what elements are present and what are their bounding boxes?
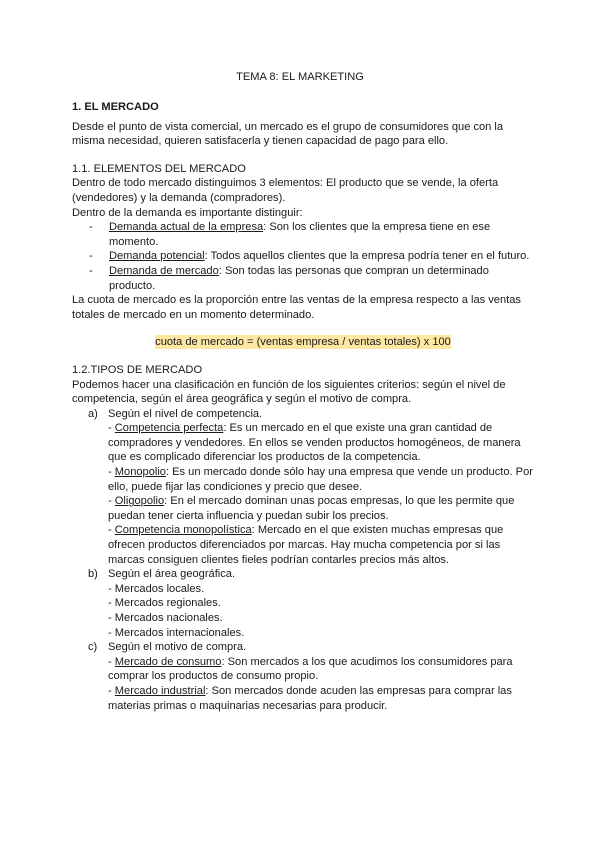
list-item: - Mercados locales. xyxy=(108,582,205,595)
sub-prefix: - xyxy=(108,655,115,668)
tipos-intro-paragraph: Podemos hacer una clasificación en función de los siguientes criterios: según el nivel de competencia, según el área geográfica y según el motivo de compra. xyxy=(72,378,506,406)
list-item-label: Según el área geográfica. xyxy=(108,568,236,581)
list-item xyxy=(108,494,534,523)
section-heading-el-mercado: 1. EL MERCADO xyxy=(72,101,159,113)
list-item-term: Demanda actual de la empresa xyxy=(109,221,264,234)
sub-desc: : Es un mercado en el que existe una gran cantidad de compradores y vendedores. En ellos se venden productos homogéneos, de manera que es complicado diferenciar los productos de la competencia. xyxy=(108,422,521,464)
demanda-list xyxy=(72,220,534,293)
sub-term: Oligopolio xyxy=(114,495,165,508)
list-item xyxy=(108,465,534,494)
sub-desc: : Es un mercado donde sólo hay una empresa que vende un producto. Por ello, puede fijar las condiciones y precio que desee. xyxy=(108,466,533,493)
sub-term: Competencia perfecta xyxy=(114,422,224,435)
sub-prefix: - xyxy=(108,422,115,435)
cuota-paragraph: La cuota de mercado es la proporción entre las ventas de la empresa respecto a las ventas totales de mercado en un momento determinado. xyxy=(72,294,521,321)
list-item xyxy=(72,220,534,249)
sub-term: Mercado industrial xyxy=(114,684,206,697)
list-item xyxy=(108,523,534,567)
sub-prefix: - xyxy=(108,466,115,479)
list-marker: b) xyxy=(88,568,98,581)
sub-desc: : Son mercados donde acuden las empresas para comprar las materias primas o maquinarias necesarias para producir. xyxy=(108,684,512,712)
list-item-desc: : Son los clientes que la empresa tiene en ese momento. xyxy=(109,221,491,248)
sub-desc: : Son mercados a los que acudimos los consumidores para comprar los productos de consumo propio. xyxy=(108,655,513,683)
list-item-area xyxy=(72,567,534,640)
sub-prefix: - xyxy=(108,684,115,697)
list-marker: a) xyxy=(88,407,98,420)
section-intro-paragraph: Desde el punto de vista comercial, un mercado es el grupo de consumidores que con la misma necesidad, quieren satisfacerla y tienen capacidad de pago para ello. xyxy=(72,120,504,148)
sub-prefix: - xyxy=(108,495,115,508)
list-item-label: Según el motivo de compra. xyxy=(108,641,247,654)
dash-bullet-icon: - xyxy=(89,250,93,263)
list-item xyxy=(72,264,534,293)
list-item: - Mercados internacionales. xyxy=(108,626,245,639)
sub-term: Mercado de consumo xyxy=(114,655,222,668)
list-item-competencia xyxy=(72,407,534,568)
subsection-heading-elementos: 1.1. ELEMENTOS DEL MERCADO xyxy=(72,162,246,175)
demanda-intro-paragraph: Dentro de la demanda es importante distinguir: xyxy=(72,206,303,219)
list-item-desc: : Son todas las personas que compran un determinado producto. xyxy=(109,264,489,292)
list-item xyxy=(108,684,534,713)
list-item xyxy=(72,249,534,264)
list-item-desc: : Todos aquellos clientes que la empresa podría tener en el futuro. xyxy=(204,250,530,263)
list-item-term: Demanda de mercado xyxy=(109,264,219,277)
list-item-term: Demanda potencial xyxy=(109,250,205,263)
list-marker: c) xyxy=(88,641,98,654)
list-item xyxy=(108,421,534,465)
dash-bullet-icon: - xyxy=(89,221,93,234)
document-title: TEMA 8: EL MARKETING xyxy=(236,71,364,83)
list-item-label: Según el nivel de competencia. xyxy=(108,407,263,420)
list-item xyxy=(108,655,534,684)
dash-bullet-icon: - xyxy=(89,264,93,277)
list-item: - Mercados nacionales. xyxy=(108,612,223,624)
sub-term: Monopolio xyxy=(114,466,166,479)
document-body xyxy=(72,100,534,713)
elementos-paragraph: Dentro de todo mercado distinguimos 3 elementos: El producto que se vende, la oferta (vendedores) y la demanda (compradores). xyxy=(72,177,499,204)
sub-desc: : En el mercado dominan unas pocas empresas, lo que les permite que puedan tener cierta influencia y puedan subir los precios. xyxy=(108,495,515,522)
formula-block xyxy=(72,335,534,350)
sub-desc: : Mercado en el que existen muchas empresas que ofrecen productos diferenciados por marcas. Hay mucha competencia por si las marcas consiguen clientes fieles podrían contarles precios más altos. xyxy=(108,524,504,566)
sub-prefix: - xyxy=(108,524,115,537)
subsection-heading-tipos: 1.2.TIPOS DE MERCADO xyxy=(72,363,203,376)
list-item: - Mercados regionales. xyxy=(108,597,221,610)
cuota-formula-highlight: cuota de mercado = (ventas empresa / ventas totales) x 100 xyxy=(155,336,451,349)
list-item-motivo xyxy=(72,640,534,713)
tipos-list xyxy=(72,407,534,713)
sub-term: Competencia monopolística xyxy=(114,524,252,537)
